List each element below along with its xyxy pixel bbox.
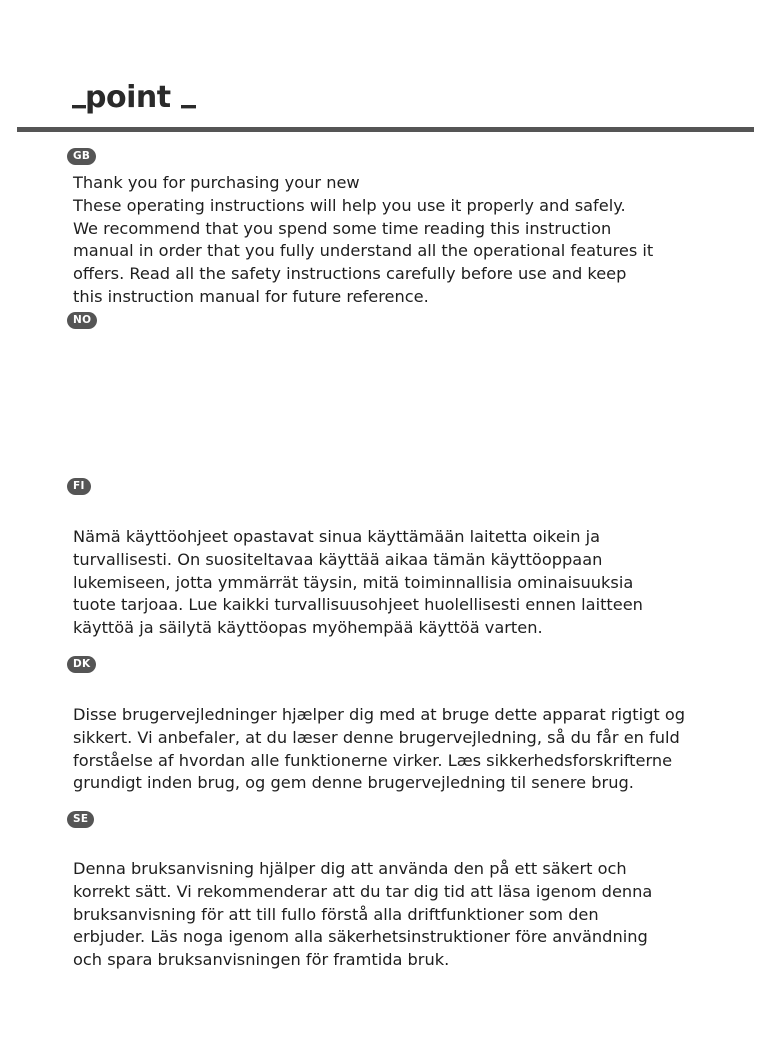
paragraph-line: forståelse af hvordan alle funktionerne virker. Læs sikkerhedsforskrifterne (73, 750, 673, 770)
paragraph-line: manual in order that you fully understand all the operational features it (73, 241, 654, 261)
paragraph-line: These operating instructions will help you use it properly and safely. (73, 195, 626, 215)
language-badge-gb: GB (67, 148, 96, 165)
paragraph-line: Disse brugervejledninger hjælper dig med at bruge dette apparat rigtigt og (73, 705, 686, 724)
paragraph-line: tuote tarjoaa. Lue kaikki turvallisuusohjeet huolellisesti ennen laitteen (73, 595, 643, 615)
paragraph-line: korrekt sätt. Vi rekommenderar att du tar dig tid att läsa igenom denna (73, 881, 653, 901)
paragraph-line: We recommend that you spend some time reading this instruction (73, 218, 612, 238)
paragraph-gb (73, 172, 713, 309)
paragraph-line: och spara bruksanvisningen för framtida bruk. (73, 950, 450, 970)
header-rule (17, 127, 754, 132)
logo-wordmark: point (85, 82, 171, 115)
point-logo (70, 82, 200, 126)
paragraph-line: Nämä käyttöohjeet opastavat sinua käyttämään laitetta oikein ja (73, 527, 601, 546)
paragraph-se (73, 858, 713, 972)
paragraph-line: lukemiseen, jotta ymmärrät täysin, mitä toiminnallisia ominaisuuksia (73, 572, 634, 592)
paragraph-line: grundigt inden brug, og gem denne brugervejledning til senere brug. (73, 773, 634, 793)
paragraph-line: sikkert. Vi anbefaler, at du læser denne brugervejledning, så du får en fuld (73, 727, 680, 747)
paragraph-line: offers. Read all the safety instructions carefully before use and keep (73, 264, 627, 284)
language-badge-fi: FI (67, 478, 91, 495)
paragraph-line: turvallisesti. On suositeltavaa käyttää aikaa tämän käyttöoppaan (73, 549, 603, 569)
language-badge-se: SE (67, 811, 94, 828)
paragraph-line: Denna bruksanvisning hjälper dig att använda den på ett säkert och (73, 859, 627, 878)
paragraph-fi (73, 526, 713, 640)
paragraph-line: this instruction manual for future reference. (73, 286, 429, 306)
paragraph-line: käyttöä ja säilytä käyttöopas myöhempää käyttöä varten. (73, 618, 543, 638)
paragraph-line: bruksanvisning för att till fullo förstå alla driftfunktioner som den (73, 904, 599, 924)
paragraph-line: erbjuder. Läs noga igenom alla säkerhetsinstruktioner före användning (73, 927, 648, 947)
language-badge-no: NO (67, 312, 97, 329)
point-logo-mark (70, 82, 200, 126)
paragraph-dk (73, 704, 713, 795)
paragraph-line: Thank you for purchasing your new (73, 173, 360, 192)
language-badge-dk: DK (67, 656, 96, 673)
